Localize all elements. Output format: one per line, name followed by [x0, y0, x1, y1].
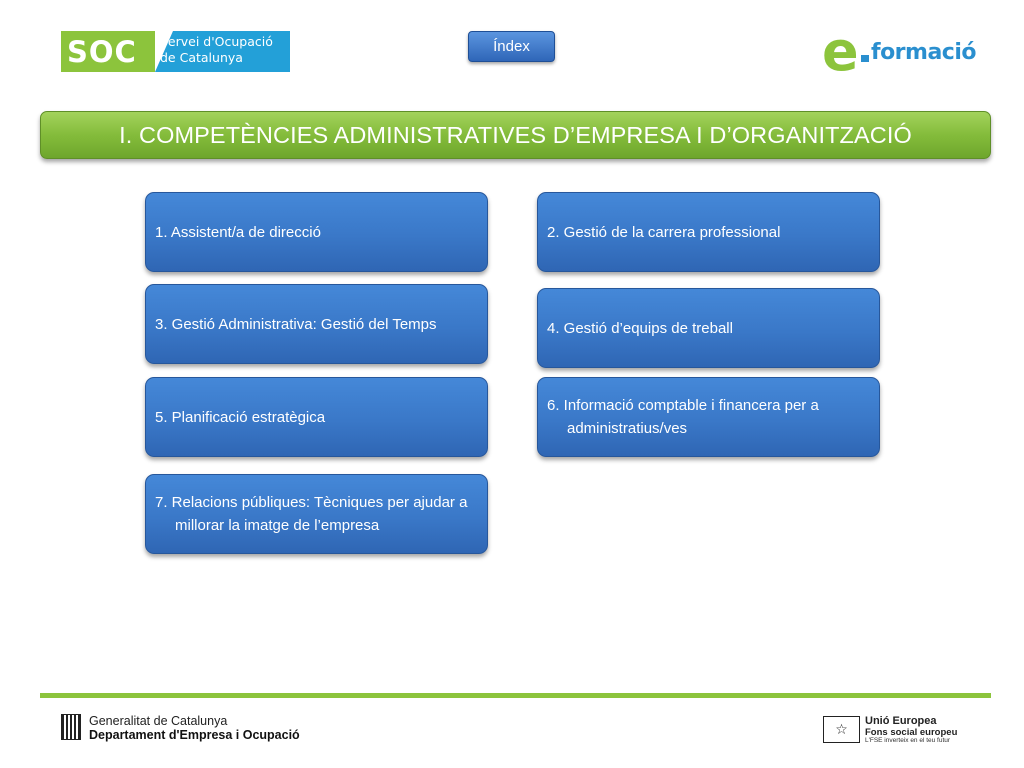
- eu-line2: Fons social europeu: [865, 727, 958, 738]
- soc-logo: [61, 31, 290, 72]
- course-label: 3. Gestió Administrativa: Gestió del Temps: [155, 315, 437, 333]
- footer-divider: [40, 693, 991, 698]
- course-button-3[interactable]: [145, 284, 488, 364]
- soc-logo-line2: de Catalunya: [160, 50, 243, 65]
- course-button-6[interactable]: [537, 377, 880, 457]
- section-title: I. COMPETÈNCIES ADMINISTRATIVES D’EMPRESA I D’ORGANITZACIÓ: [119, 121, 912, 148]
- eformacio-logo-mark: e: [822, 20, 859, 83]
- course-button-7[interactable]: [145, 474, 488, 554]
- course-label: 5. Planificació estratègica: [155, 408, 326, 426]
- eformacio-logo: [822, 20, 977, 83]
- soc-logo-line1: Servei d'Ocupació: [160, 34, 273, 49]
- generalitat-logo: [61, 713, 321, 743]
- course-label: 4. Gestió d’equips de treball: [547, 319, 733, 337]
- eformacio-logo-word: formació: [871, 40, 977, 65]
- generalitat-emblem-icon: [61, 714, 81, 740]
- course-button-1[interactable]: [145, 192, 488, 272]
- eu-flag-icon: ☆: [823, 716, 860, 743]
- eformacio-logo-dot: [861, 55, 869, 62]
- course-label: 2. Gestió de la carrera professional: [547, 223, 781, 241]
- generalitat-line1: Generalitat de Catalunya: [89, 714, 228, 728]
- eu-logo: [823, 716, 968, 743]
- generalitat-line2: Departament d'Empresa i Ocupació: [89, 728, 300, 742]
- course-label: 1. Assistent/a de direcció: [155, 223, 321, 241]
- soc-logo-mark: SOC: [67, 35, 137, 69]
- index-button[interactable]: Índex: [468, 31, 555, 62]
- course-button-2[interactable]: [537, 192, 880, 272]
- eu-line1: Unió Europea: [865, 715, 937, 727]
- section-title-bar: [40, 111, 991, 159]
- course-label: 7. Relacions públiques: Tècniques per ajudar a millorar la imatge de l’empresa: [155, 494, 468, 534]
- course-button-4[interactable]: [537, 288, 880, 368]
- eu-line3: L'FSE inverteix en el teu futur: [865, 737, 951, 744]
- course-label: 6. Informació comptable i financera per a administratius/ves: [547, 397, 819, 437]
- course-button-5[interactable]: [145, 377, 488, 457]
- soc-logo-text: [160, 34, 273, 66]
